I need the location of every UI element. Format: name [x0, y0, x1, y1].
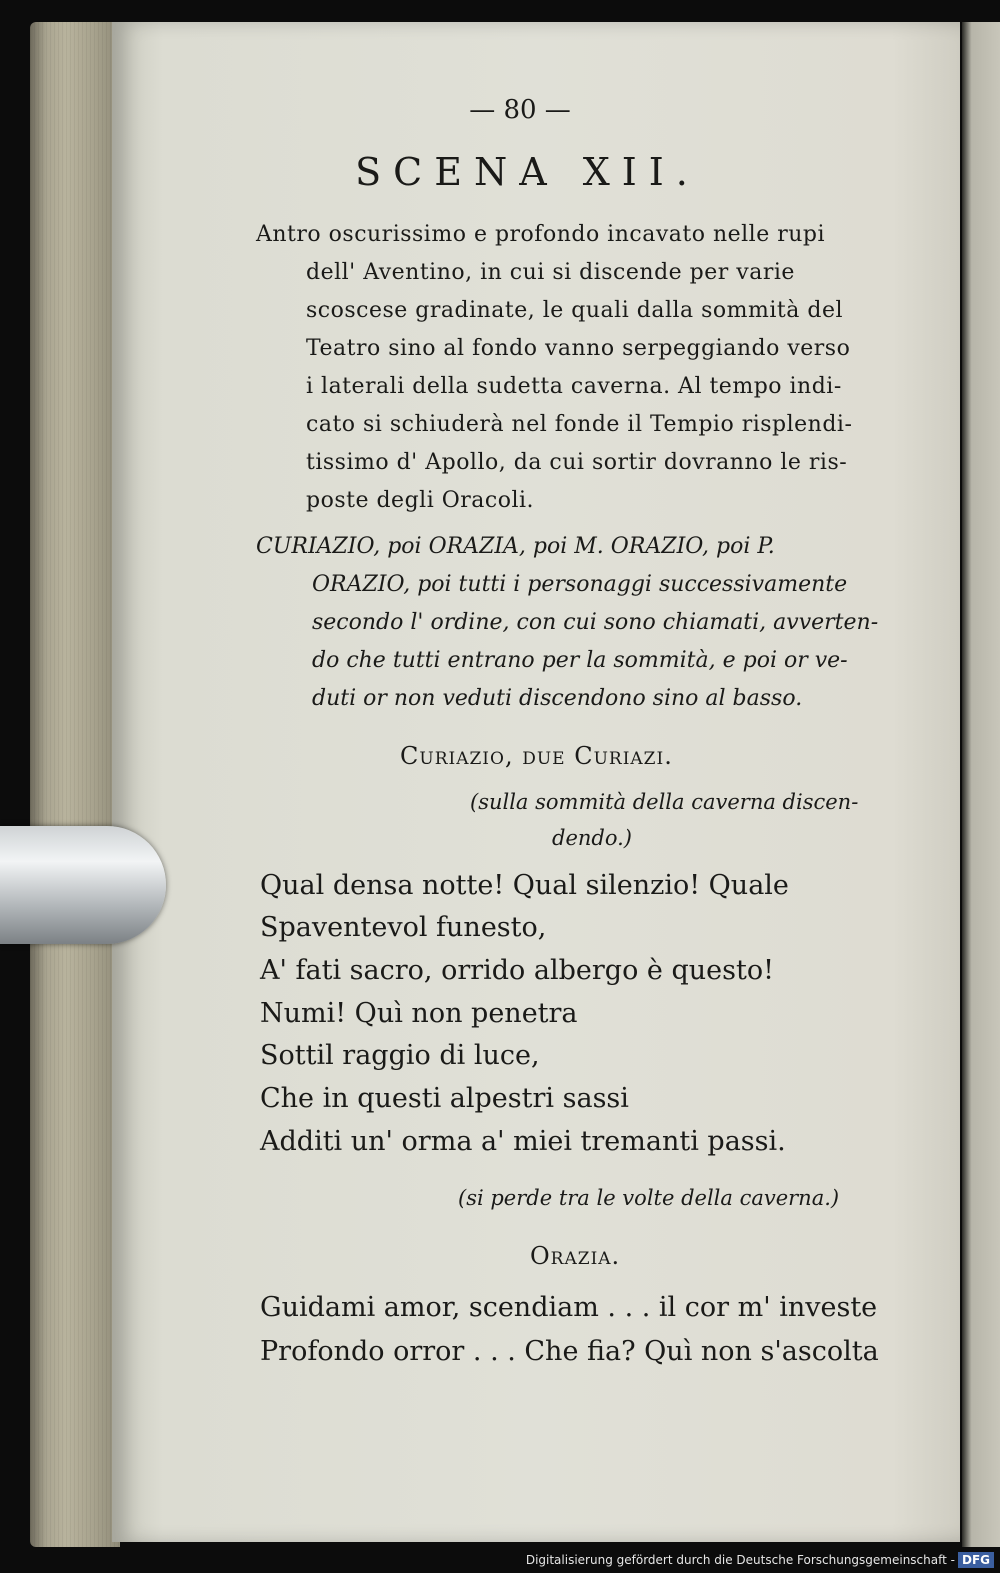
verse-line: Spaventevol funesto, [260, 912, 547, 943]
verse-line: Guidami amor, scendiam . . . il cor m' investe [260, 1292, 878, 1323]
stage-direction: (sulla sommità della caverna discen- [470, 790, 859, 814]
facing-page-edge [962, 22, 1000, 1547]
cast-line: duti or non veduti discendono sino al basso. [312, 686, 803, 711]
description-line: cato si schiuderà nel fonde il Tempio risplendi- [306, 412, 853, 437]
description-line: Antro oscurissimo e profondo incavato nelle rupi [256, 222, 826, 247]
description-line: Teatro sino al fondo vanno serpeggiando verso [306, 336, 851, 361]
verse-line: Additi un' orma a' miei tremanti passi. [260, 1126, 786, 1157]
page-number: — 80 — [469, 95, 571, 125]
book-page-edges [30, 22, 120, 1547]
credit-text: Digitalisierung gefördert durch die Deutsche Forschungsgemeinschaft - [525, 1553, 955, 1567]
description-line: scoscese gradinate, le quali dalla sommità del [306, 298, 844, 323]
cast-line: do che tutti entrano per la sommità, e poi or ve- [312, 648, 848, 673]
description-line: tissimo d' Apollo, da cui sortir dovranno le ris- [306, 450, 848, 475]
stage-direction: dendo.) [552, 826, 632, 850]
verse-line: Numi! Quì non penetra [260, 998, 578, 1029]
scanner-clamp [0, 826, 166, 944]
verse-line: Profondo orror . . . Che fia? Quì non s'ascolta [260, 1336, 879, 1367]
scene-title: SCENA XII. [355, 150, 700, 194]
verse-line: Che in questi alpestri sassi [260, 1083, 629, 1114]
speaker-heading: Curiazio, due Curiazi. [400, 742, 673, 770]
dfg-logo: DFG [958, 1552, 994, 1568]
description-line: dell' Aventino, in cui si discende per varie [306, 260, 795, 285]
digitization-credit [400, 1547, 1000, 1573]
cast-line: ORAZIO, poi tutti i personaggi successivamente [312, 572, 848, 597]
description-line: poste degli Oracoli. [306, 488, 535, 513]
description-line: i laterali della sudetta caverna. Al tempo indi- [306, 374, 842, 399]
cast-line: CURIAZIO, poi ORAZIA, poi M. ORAZIO, poi P. [256, 534, 775, 559]
verse-line: Qual densa notte! Qual silenzio! Quale [260, 870, 789, 901]
verse-line: Sottil raggio di luce, [260, 1040, 540, 1071]
speaker-heading: Orazia. [530, 1242, 621, 1270]
verse-line: A' fati sacro, orrido albergo è questo! [260, 955, 774, 986]
stage-direction: (si perde tra le volte della caverna.) [458, 1186, 840, 1210]
cast-line: secondo l' ordine, con cui sono chiamati, avverten- [312, 610, 879, 635]
